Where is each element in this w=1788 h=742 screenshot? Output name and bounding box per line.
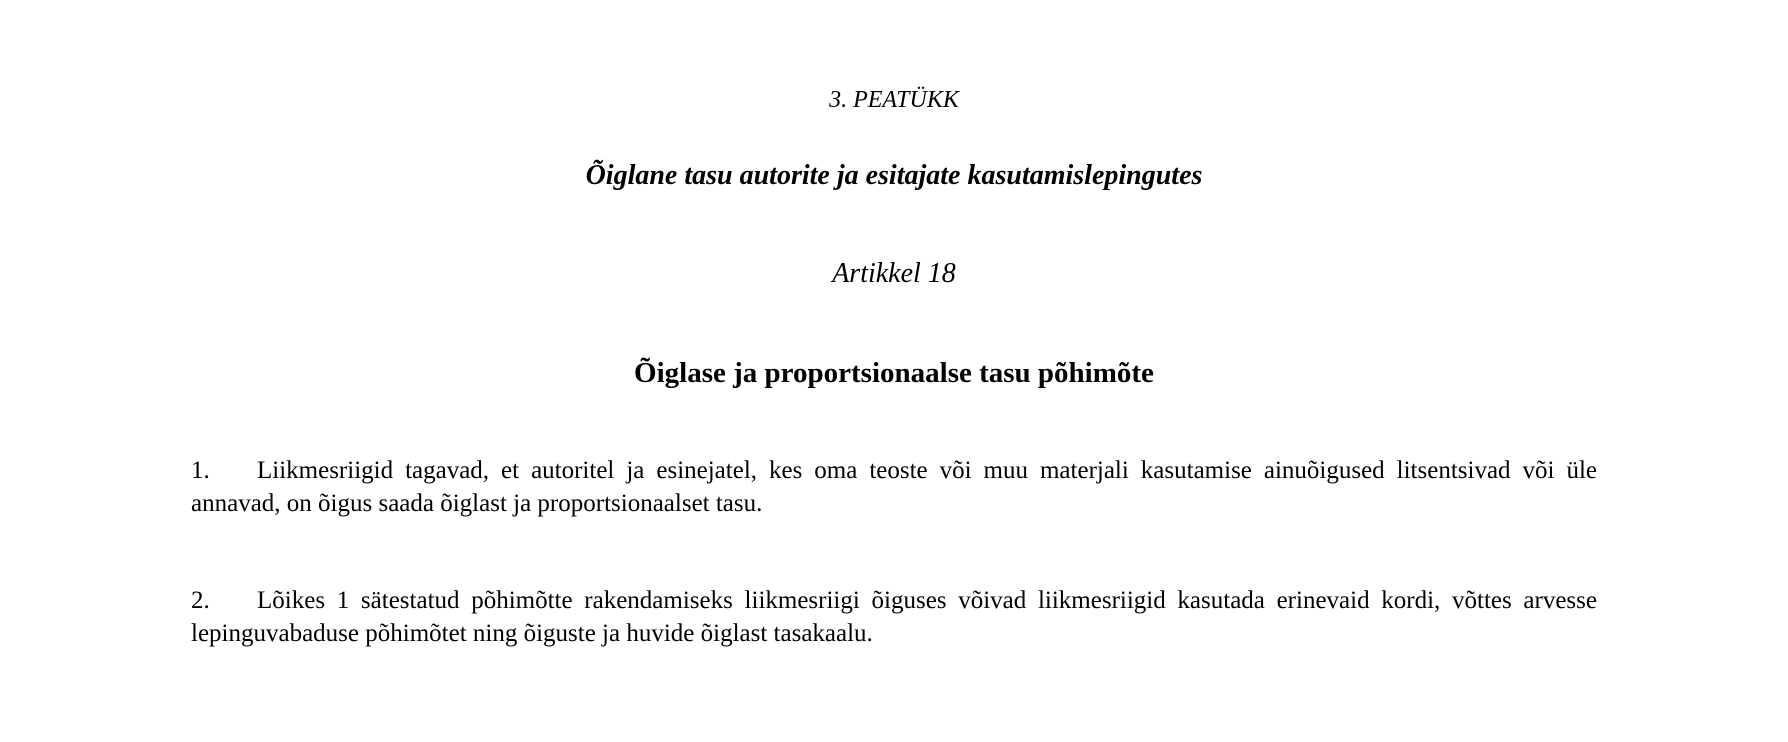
- paragraph-1: [191, 454, 1597, 520]
- chapter-title: Õiglane tasu autorite ja esitajate kasutamislepingutes: [585, 160, 1203, 191]
- paragraph-text: Lõikes 1 sätestatud põhimõtte rakendamiseks liikmesriigi õiguses võivad liikmesriigid kasutada erinevaid kordi, võttes arvesse lepinguvabaduse põhimõtet ning õiguste ja huvide õiglast tasakaalu.: [191, 587, 1597, 647]
- article-title: Õiglase ja proportsionaalse tasu põhimõte: [634, 357, 1154, 389]
- paragraph-2: [191, 584, 1597, 650]
- paragraph-number: 2.: [191, 587, 210, 614]
- chapter-label: 3. PEATÜKK: [829, 87, 959, 113]
- paragraph-text: Liikmesriigid tagavad, et autoritel ja esinejatel, kes oma teoste või muu materjali kasutamise ainuõigused litsentsivad või üle annavad, on õigus saada õiglast ja proportsionaalset tasu.: [191, 457, 1597, 517]
- paragraph-number: 1.: [191, 457, 210, 484]
- article-label: Artikkel 18: [832, 258, 956, 289]
